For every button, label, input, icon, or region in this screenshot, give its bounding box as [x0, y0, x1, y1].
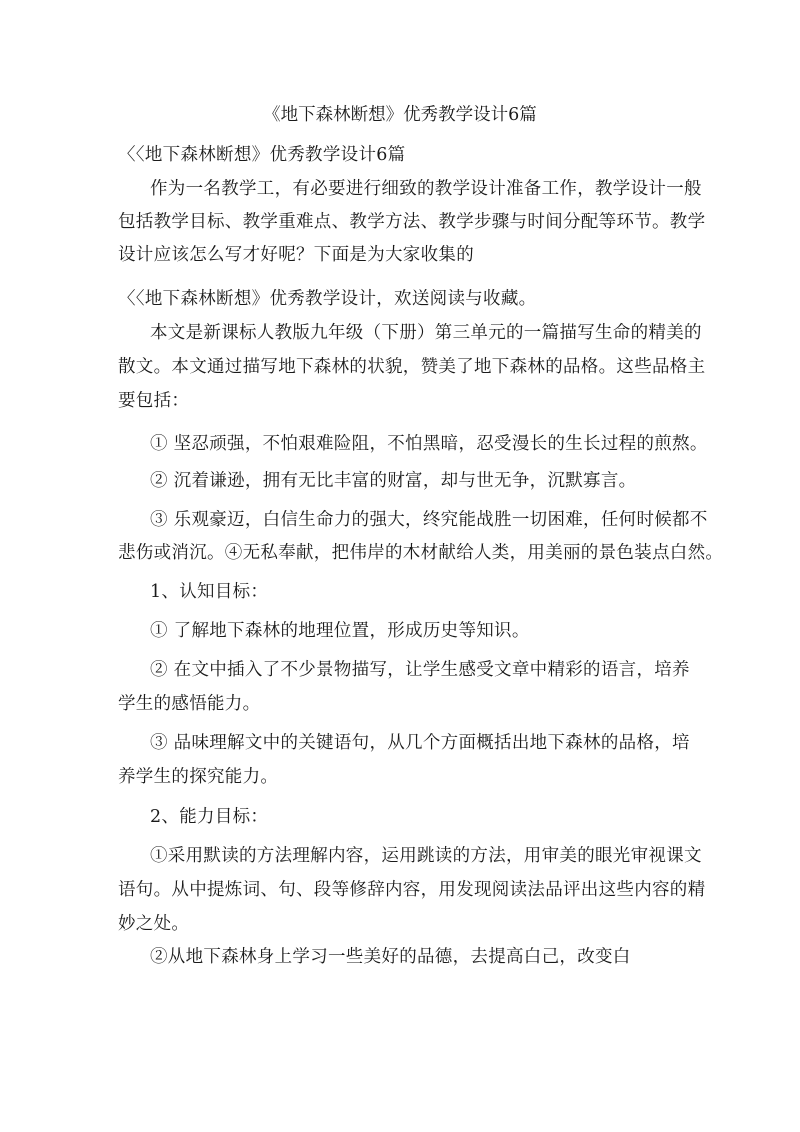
paragraph-line: 设计应该怎么写才好呢？下面是为大家收集的: [118, 245, 474, 265]
paragraph-line: ① 坚忍顽强，不怕艰难险阻，不怕黑暗，忍受漫长的生长过程的煎熬。: [150, 434, 708, 454]
paragraph-line: ③ 品味理解文中的关键语句，从几个方面概括出地下森林的品格，培: [150, 733, 690, 753]
section-heading: 1、认知目标：: [150, 582, 269, 602]
paragraph-line: ①采用默读的方法理解内容，运用跳读的方法，用审美的眼光审视课文: [150, 846, 702, 866]
paragraph-line: 妙之处。: [118, 914, 190, 934]
paragraph-line: 〈〈地下森林断想》优秀教学设计，欢送阅读与收藏。: [118, 289, 537, 309]
paragraph-line: ② 沉着谦逊，拥有无比丰富的财富，却与世无争，沉默寡言。: [150, 471, 637, 491]
paragraph-line: 养学生的探究能力。: [118, 767, 279, 787]
paragraph-line: ③ 乐观豪迈，白信生命力的强大，终究能战胜一切困难，任何时候都不: [150, 510, 708, 530]
paragraph-line: 学生的感悟能力。: [118, 694, 261, 714]
document-title: 《地下森林断想》优秀教学设计6篇: [263, 105, 537, 125]
paragraph-line: ②从地下森林身上学习一些美好的品德，去提高白己，改变白: [150, 947, 631, 967]
paragraph-line: ① 了解地下森林的地理位置，形成历史等知识。: [150, 621, 530, 641]
paragraph-line: 包括教学目标、教学重难点、教学方法、教学步骤与时间分配等环节。教学: [118, 212, 706, 232]
paragraph-line: 作为一名教学工，有必要进行细致的教学设计准备工作，教学设计一般: [150, 179, 702, 199]
paragraph-line: 本文是新课标人教版九年级（下册）第三单元的一篇描写生命的精美的: [150, 323, 702, 343]
document-subtitle: 〈〈地下森林断想》优秀教学设计6篇: [118, 145, 406, 165]
paragraph-line: 语句。从中提炼词、句、段等修辞内容，用发现阅读法品评出这些内容的精: [118, 880, 706, 900]
paragraph-line: 散文。本文通过描写地下森林的状貌，赞美了地下森林的品格。这些品格主: [118, 357, 706, 377]
paragraph-line: ② 在文中插入了不少景物描写，让学生感受文章中精彩的语言，培养: [150, 660, 690, 680]
section-heading: 2、能力目标：: [150, 807, 269, 827]
paragraph-line: 要包括：: [118, 391, 190, 411]
paragraph-line: 悲伤或消沉。④无私奉献，把伟岸的木材献给人类，用美丽的景色装点白然。: [118, 543, 724, 563]
